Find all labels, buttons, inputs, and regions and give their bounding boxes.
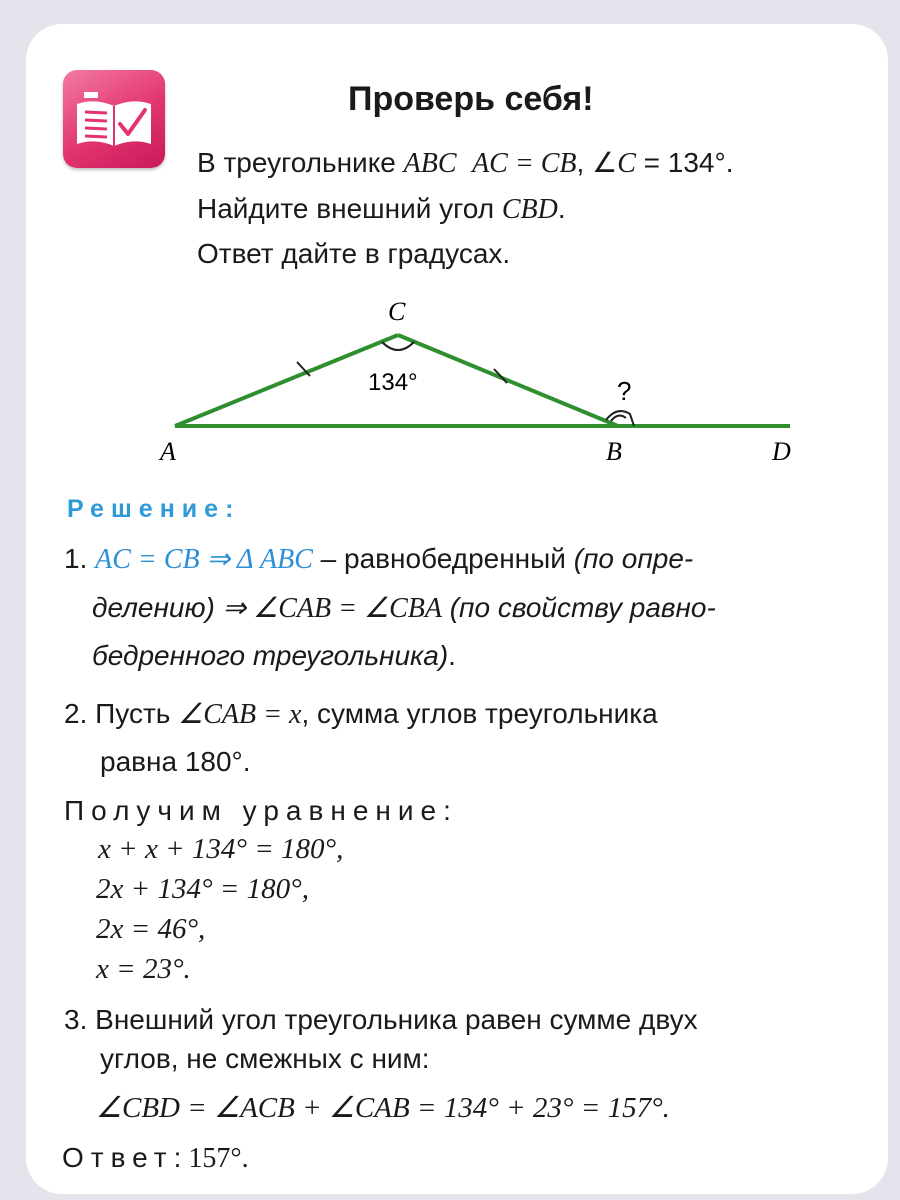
equation-3: 2x = 46°, — [96, 913, 206, 945]
side-cb — [398, 335, 618, 426]
step-2-line-2: равна 180°. — [100, 746, 251, 777]
step-1-line-2: делению) ⇒ ∠CAB = ∠CBA (по свойству равно- — [92, 592, 716, 624]
equation-heading: Получим уравнение: — [64, 795, 458, 826]
angle-c-value: 134° — [368, 369, 418, 396]
label-d: D — [772, 437, 791, 466]
angle-c-arc — [382, 342, 414, 350]
page-title: Проверь себя! — [348, 80, 594, 118]
step-3-line-1: 3. Внешний угол треугольника равен сумме двух — [64, 1004, 698, 1035]
step-3-equation: ∠CBD = ∠ACB + ∠CAB = 134° + 23° = 157°. — [96, 1092, 670, 1124]
book-check-icon — [63, 70, 165, 168]
solution-heading: Решение: — [67, 495, 241, 523]
step-3-line-2: углов, не смежных с ним: — [100, 1043, 430, 1074]
answer-line: Ответ: 157°. — [62, 1142, 249, 1174]
equation-2: 2x + 134° = 180°, — [96, 873, 309, 905]
side-ac — [175, 335, 398, 426]
unknown-angle-mark: ? — [617, 376, 632, 406]
label-c: C — [388, 297, 406, 326]
label-a: A — [160, 437, 176, 466]
equation-1: x + x + 134° = 180°, — [98, 833, 344, 865]
problem-line-3: Ответ дайте в градусах. — [197, 238, 511, 269]
equation-4: x = 23°. — [96, 953, 191, 985]
step-1-line-1: 1. AC = CB ⇒ Δ ABC – равнобедренный (по опре- — [64, 543, 694, 575]
step-2-line-1: 2. Пусть ∠CAB = x, сумма углов треугольника — [64, 698, 658, 730]
problem-line-2: Найдите внешний угол CBD. — [197, 193, 566, 225]
problem-line-1: В треугольнике ABC AC = CB, ∠C = 134°. — [197, 147, 734, 179]
label-b: B — [606, 437, 622, 466]
triangle-diagram — [0, 290, 900, 480]
angle-b-arc-inner — [611, 416, 626, 421]
step-1-line-3: бедренного треугольника). — [92, 640, 456, 671]
